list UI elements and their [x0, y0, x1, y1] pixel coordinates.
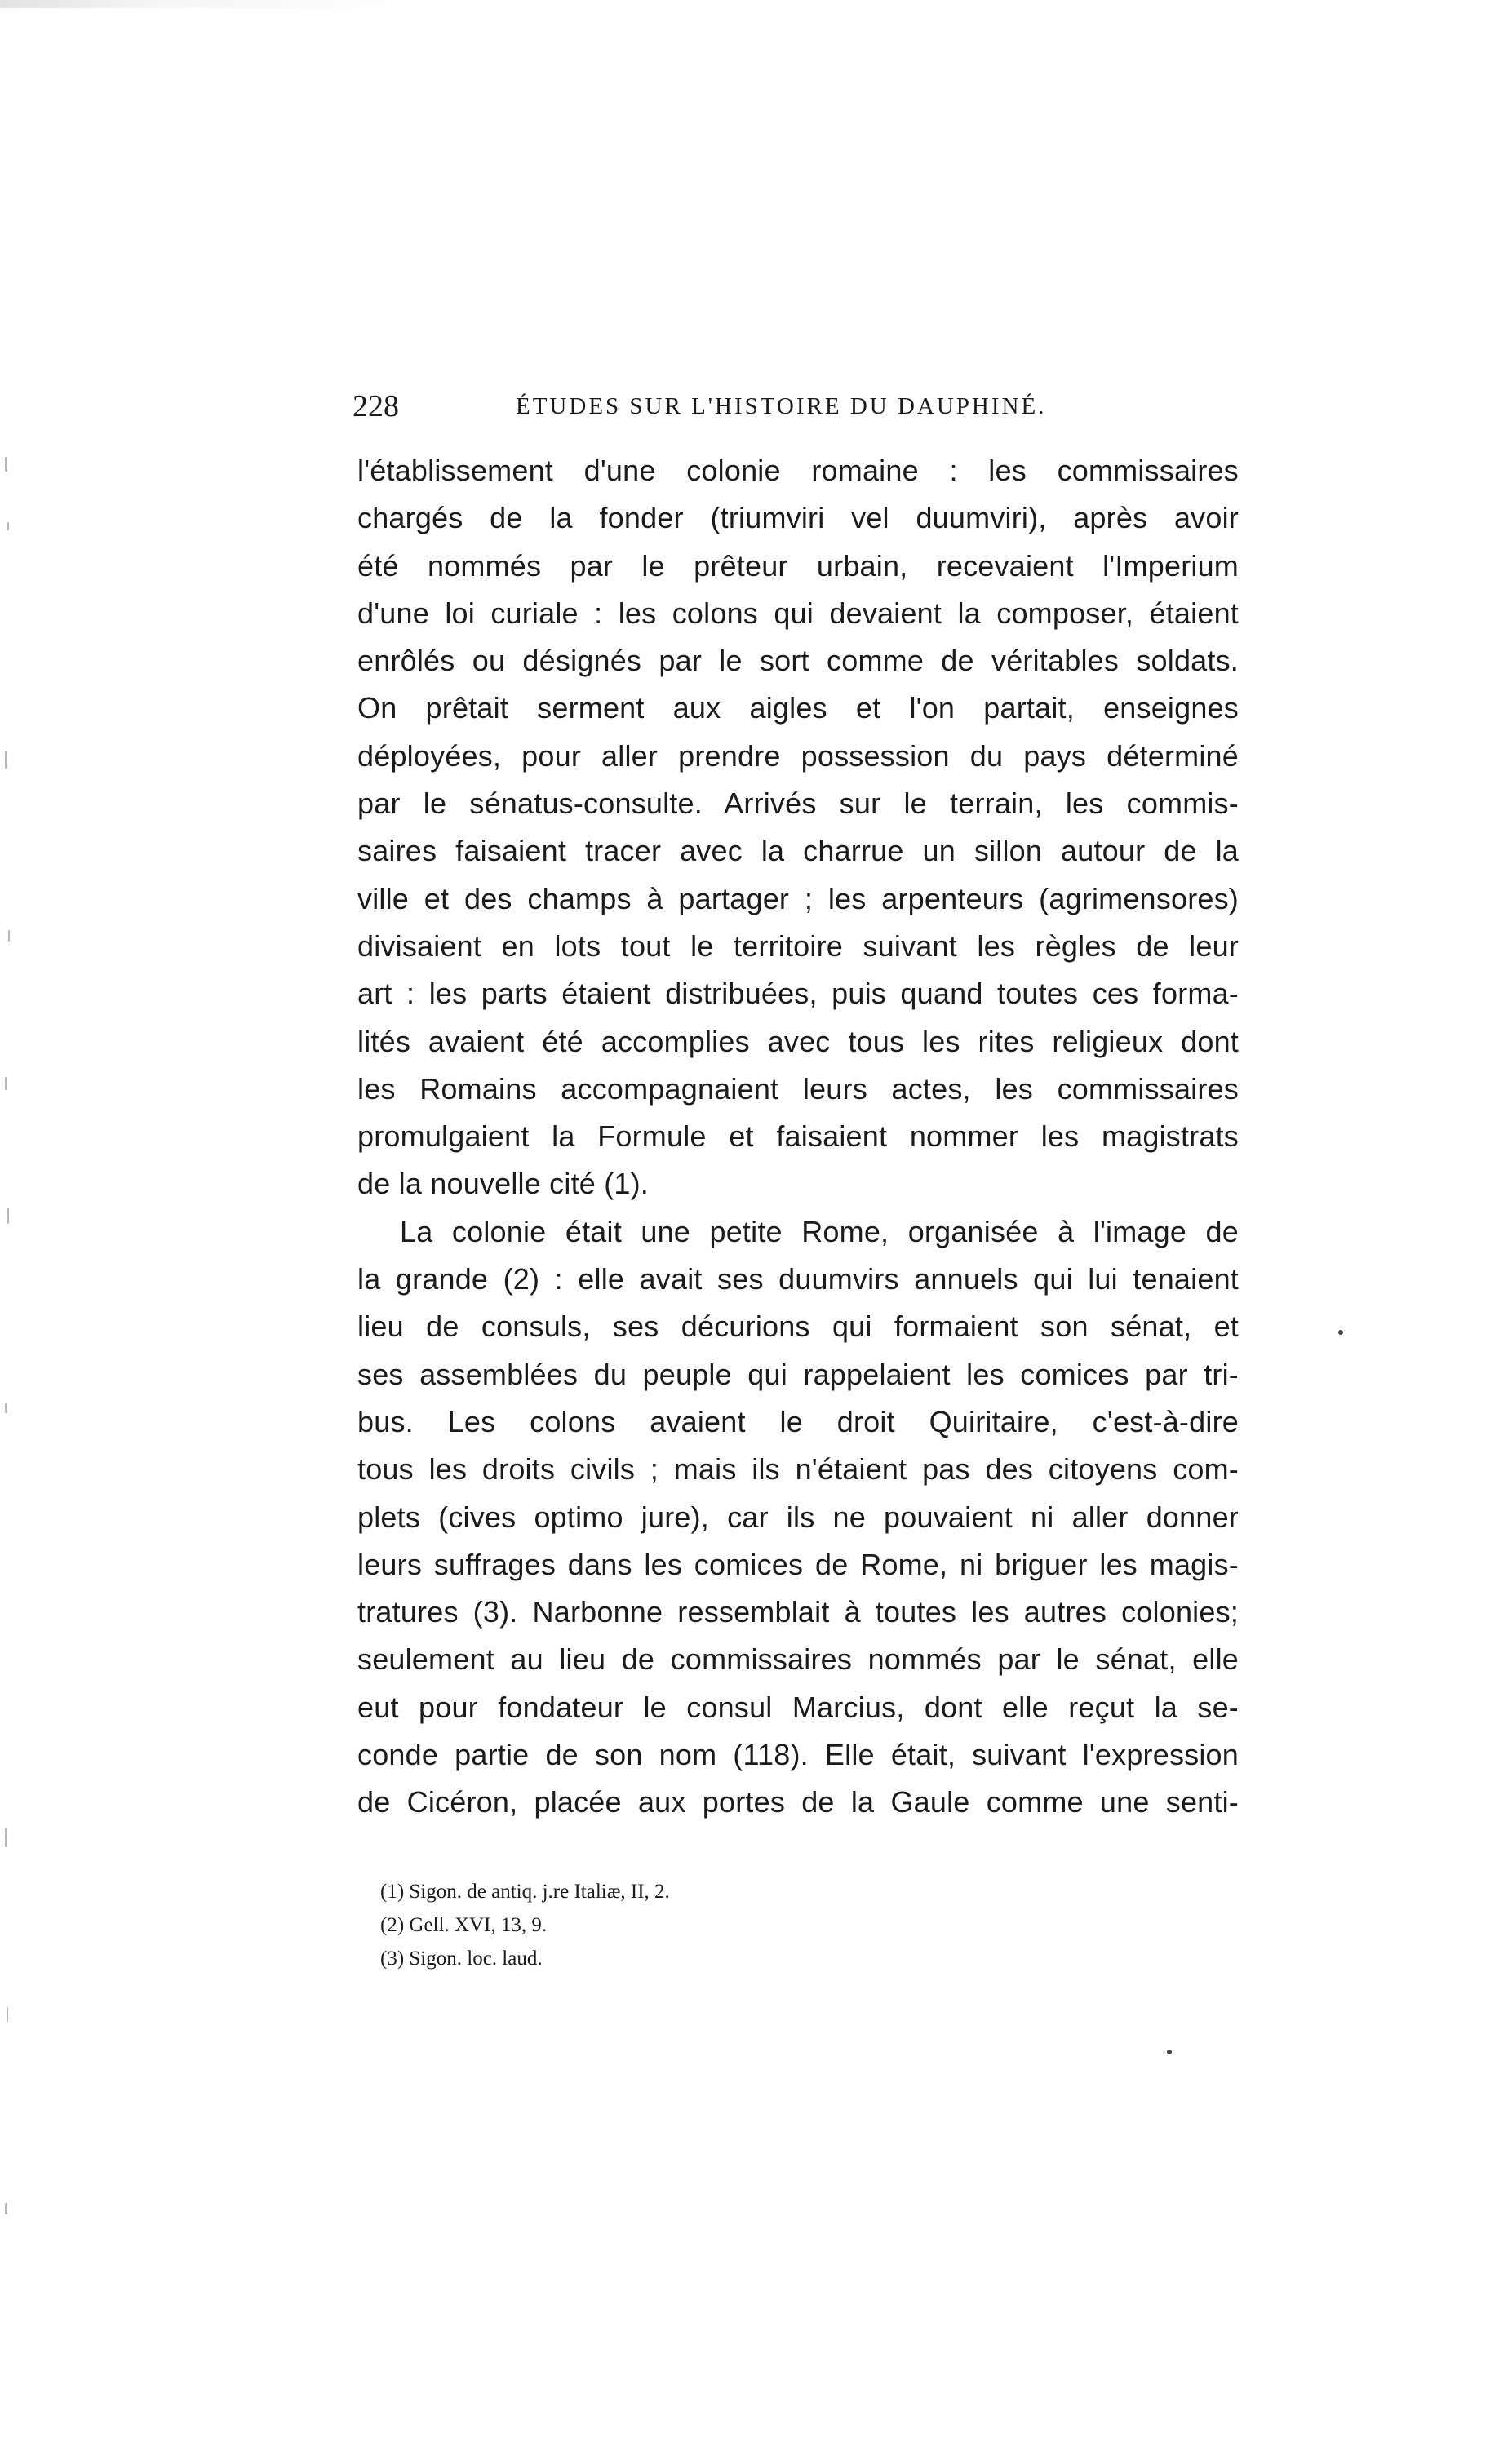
footnote: (3) Sigon. loc. laud. [380, 1948, 543, 1970]
text-line: art : les parts étaient distribuées, puis quand toutes ces forma- [357, 977, 1239, 1011]
text-line: de la nouvelle cité (1). [357, 1167, 649, 1201]
text-line: promulgaient la Formule et faisaient nommer les magistrats [357, 1119, 1239, 1154]
page-number: 228 [353, 389, 399, 423]
footnote: (1) Sigon. de antiq. j.re Italiæ, II, 2. [380, 1881, 670, 1903]
scan-speck [7, 522, 9, 530]
text-line: plets (cives optimo jure), car ils ne pouvaient ni aller donner [357, 1500, 1239, 1534]
footnote: (2) Gell. XVI, 13, 9. [380, 1914, 548, 1936]
body-text [357, 447, 1239, 1827]
running-title: ÉTUDES SUR L'HISTOIRE DU DAUPHINÉ. [516, 393, 1047, 419]
scan-speck [5, 1077, 7, 1090]
text-line: tous les droits civils ; mais ils n'étaient pas des citoyens com- [357, 1452, 1239, 1487]
text-line: enrôlés ou désignés par le sort comme de véritables soldats. [357, 644, 1239, 678]
scan-speck [8, 930, 10, 942]
text-line: eut pour fondateur le consul Marcius, dont elle reçut la se- [357, 1690, 1239, 1724]
text-line: d'une loi curiale : les colons qui devaient la composer, étaient [357, 596, 1239, 630]
text-line: bus. Les colons avaient le droit Quiritaire, c'est-à-dire [357, 1404, 1239, 1438]
text-line: On prêtait serment aux aigles et l'on partait, enseignes [357, 691, 1239, 725]
scan-speck [5, 2203, 7, 2214]
text-line: été nommés par le prêteur urbain, recevaient l'Imperium [357, 548, 1239, 583]
text-line: par le sénatus-consulte. Arrivés sur le terrain, les commis- [357, 787, 1239, 821]
ink-dot [1338, 1330, 1343, 1335]
text-line: saires faisaient tracer avec la charrue un sillon autour de la [357, 834, 1239, 868]
text-line: les Romains accompagnaient leurs actes, les commissaires [357, 1071, 1239, 1106]
text-line: lieu de consuls, ses décurions qui formaient son sénat, et [357, 1310, 1239, 1344]
text-line: chargés de la fonder (triumviri vel duumviri), après avoir [357, 501, 1239, 535]
text-line: La colonie était une petite Rome, organisée à l'image de [400, 1214, 1239, 1248]
page-header [353, 382, 1234, 431]
text-line: déployées, pour aller prendre possession du pays déterminé [357, 738, 1239, 773]
scan-speck [5, 751, 7, 769]
text-line: de Cicéron, placée aux portes de la Gaule comme une senti- [357, 1785, 1239, 1819]
scan-edge-noise [0, 0, 392, 8]
text-line: ville et des champs à partager ; les arpenteurs (agrimensores) [357, 881, 1239, 915]
text-line: la grande (2) : elle avait ses duumvirs annuels qui lui tenaient [357, 1262, 1239, 1296]
footnotes [380, 1875, 1115, 1975]
text-line: lités avaient été accomplies avec tous les rites religieux dont [357, 1024, 1239, 1058]
ink-dot [1167, 2050, 1172, 2054]
text-line: seulement au lieu de commissaires nommés par le sénat, elle [357, 1642, 1239, 1677]
scan-speck [7, 1208, 9, 1224]
text-line: conde partie de son nom (118). Elle était, suivant l'expression [357, 1738, 1239, 1772]
scan-speck [5, 1403, 7, 1413]
scan-speck [7, 2007, 8, 2022]
text-line: ses assemblées du peuple qui rappelaient les comices par tri- [357, 1357, 1239, 1391]
text-line: leurs suffrages dans les comices de Rome, ni briguer les magis- [357, 1547, 1239, 1581]
text-line: tratures (3). Narbonne ressemblait à toutes les autres colonies; [357, 1595, 1239, 1629]
scan-speck [5, 1828, 7, 1847]
text-line: divisaient en lots tout le territoire suivant les règles de leur [357, 928, 1239, 963]
scan-speck [5, 457, 7, 472]
text-line: l'établissement d'une colonie romaine : les commissaires [357, 454, 1239, 487]
